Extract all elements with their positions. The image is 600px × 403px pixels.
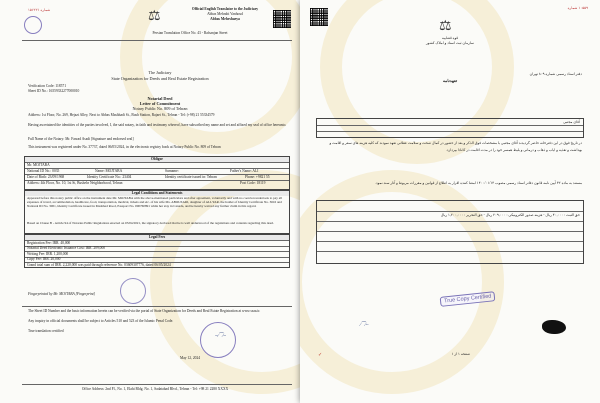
translator-seal: [200, 322, 236, 358]
sign-date: May 12, 2024: [180, 356, 201, 360]
emblem-icon: ⚖: [439, 19, 452, 34]
translator-title: Official English Translator to the Judiciary: [191, 7, 259, 11]
attestation-text: Having ascertained the identities of the parties involved, I, the said notary, in faith and testimony whereof, have subscribed my name and set and affixed my seal of office hereunto.: [28, 123, 287, 127]
translator-label: Abbas Mehrshaeya: [210, 17, 240, 21]
fee-total: Grand total sum of IRR. 2,220,000 was paid through reference No. 03609307776, dated 06/05/2024: [27, 262, 171, 267]
fingerprint-seal: [542, 320, 566, 334]
verification-code: Verification Code: 118571: [28, 84, 66, 88]
post-code: Post Code: 18119: [240, 181, 266, 185]
id-certificate: Identity Certificate No.: 23404: [87, 174, 132, 179]
org-title: State Organization for Deeds and Real Estate Registration: [111, 76, 209, 81]
clause-text-fa: مستند به ماده ۳۲ آیین نامه قانون دفاتر اسناد رسمی مصوب ۱۴۰۰/۰۱/۱۴ امضا کننده اقرار به اطلاع از قوانین و مقررات مربوط و آثار سند نمود.: [375, 181, 582, 185]
org-title-fa: سازمان ثبت اسناد و املاک کشور: [426, 41, 474, 45]
header-number: ۱۵۶۲۲۱ شماره: [28, 8, 51, 12]
registration-info: This instrument was registered under No. 37737, dated 06/05/2024, in the electronic registry book at Notary Public No. 809 of Tehran: [28, 145, 221, 149]
commitment-text-fa: در تاریخ فوق در این دفترخانه حاضر گردیدند آقای مجتبی با مشخصات فوق الذکر و بعد از حضور در کمال صحت و سلامت عقلانی تعهد نمودند که کلیه هزینه های سفر و اقامت و بهداشت و تغذیه و ایاب و ذهاب و درمانی و بلیط همسر خود را در مدت اقامت در کانادا بپردازد.: [329, 141, 582, 152]
birth-date: Date of Birth: 23/09/1968: [27, 174, 65, 179]
fingerprint-note: Fingerprinted by Mr. MOJTABA [Fingerprint]: [28, 292, 96, 296]
fathers-name: Father's Name: ALI: [230, 168, 259, 173]
seal-stamp: [24, 16, 42, 34]
qr-code: [310, 8, 328, 26]
document-number: ۱۰۵۵۹ شماره: [567, 6, 588, 10]
phone: Phone: +9821 55: [245, 174, 270, 179]
fee-item: Writing Fee: IRR. 1,200,000: [27, 251, 69, 256]
sheet-id: Sheet ID No.: 16559332277000010: [28, 89, 80, 93]
letter-title: Letter of Commitment: [139, 101, 181, 106]
fees-table-fa: [316, 200, 584, 264]
legal-text: Appeared before this notary public office on the instrument date Mr. MOJTABA with the above-mentioned particulars and after agreement, voluntarily and with no coercion undertook to pay all expenses of travel, accommodation, healthcare, food, transportation, medical, tickets and etc. of his wife Ms. ABOUZARI, daughter of ALI-YAR, the holder of Identity Certificate No. 3616 and National ID No. 3001, Identity Certificate issued in Mashhad Rood, Passport No. 000760891 while her stay in Canada, and he hereby waived any further claim in this regard.: [27, 196, 283, 209]
true-copy-stamp: True Copy Certified: [440, 291, 496, 307]
translator-subtitle: Persian Translation Office No. 43 - Rafsanjan Street: [152, 31, 228, 35]
national-id: National ID No.: 0035: [27, 168, 60, 173]
translator-signature: ~∕⁀∕~: [215, 334, 227, 339]
issued-in: Identity certificate issued in: Tehran: [165, 174, 217, 179]
fingerprint-stamp: [120, 278, 146, 304]
legal-heading: Legal Conditions and Statements: [25, 191, 289, 196]
notary-office-fa: دفتر اسناد رسمی شماره ۸۰۹ تهران: [529, 72, 582, 76]
red-mark: ✓: [318, 353, 323, 358]
page-footer: Office Address: 2nd Fl., No. 1, Elahi Bldg. No. 1, Sadatabad Blvd., Tehran - Tel: +98 21 2280 XXXX: [81, 387, 229, 391]
fees-text-fa: حق الثبت : ۴۰,۰۰۰ ریال - هزینه صدور الکترونیکی : ۲۰۹,۰۰۰ ریال - حق التحریر : ۱,۲۰۰,۰۰۰ ریال: [440, 213, 580, 217]
legal-conditions: [24, 190, 290, 234]
legal-fees: [24, 234, 290, 268]
deed-title-fa: تعهدنامه: [442, 78, 458, 83]
deed-title: Notarial Deed: [147, 96, 173, 101]
qr-code: [273, 10, 291, 28]
notary-office: Notary Public No. 809 of Tehran: [132, 106, 188, 111]
original-page: [300, 0, 600, 403]
fee-item: Notarial Deed Electronic Issuance Cost: IRR. 209,000: [27, 246, 106, 250]
fees-heading: Legal Fees: [25, 235, 289, 240]
fee-item: Copy Fee: IRR. 20,000: [27, 257, 61, 261]
obligor-name: Mr. MOJTABA: [27, 162, 50, 167]
obligor-address: Address: 4th Floor, No. 10, 1st St, Bushehr Neighborhood, Tehran: [27, 181, 123, 185]
translator-name: Abbas Mehrabi Vanhoud: [207, 12, 243, 16]
emblem-icon: ⚖: [148, 9, 161, 24]
judiciary-title: The Judiciary: [148, 70, 172, 75]
surname: Surname:: [165, 168, 179, 173]
notary-name: Full Name of the Notary: Mr. Farzad Asadi [Signature and endorsed seal]: [28, 137, 134, 141]
page-number-fa: صفحه ۱ از ۱: [451, 352, 470, 356]
judiciary-title-fa: قوه قضاییه: [441, 36, 459, 40]
clause-text: Based on Clause B - Article 94 of Notaries Public Regulations enacted on 03/04/2021, the signatory declared that he is well understood of the regulations and contents regarding this deed.: [27, 221, 274, 225]
office-address: Address: 1st Floor, No. 269, Hejazi Alley, Next to Abbas Mashhadi St., Bush Station, Rajaei St., Tehran - Tel: (+98) 21 55334579: [28, 113, 215, 117]
fee-item: Registration Fee: IRR. 40,000: [27, 240, 71, 245]
obligor-table: [24, 156, 290, 190]
penal-note: Any inquiry in official documents shall be subject to Articles 510 and 523 of the Islamic Penal Code.: [28, 319, 174, 323]
obligor-heading: Obligor: [25, 157, 289, 162]
divider: [22, 40, 292, 41]
party-name-fa: آقای مجتبی: [563, 119, 580, 124]
verification-note: The Sheet ID Number and the basic information herein can be verified via the portal of State Organization for Deeds and Real Estate Registration at www.ssaa.ir.: [28, 309, 261, 313]
party-table: [316, 118, 584, 138]
signature: ∕⁀∕~: [360, 323, 369, 328]
true-translation: True translation certified: [28, 329, 64, 333]
first-name: Name: MOJTABA: [95, 168, 123, 173]
